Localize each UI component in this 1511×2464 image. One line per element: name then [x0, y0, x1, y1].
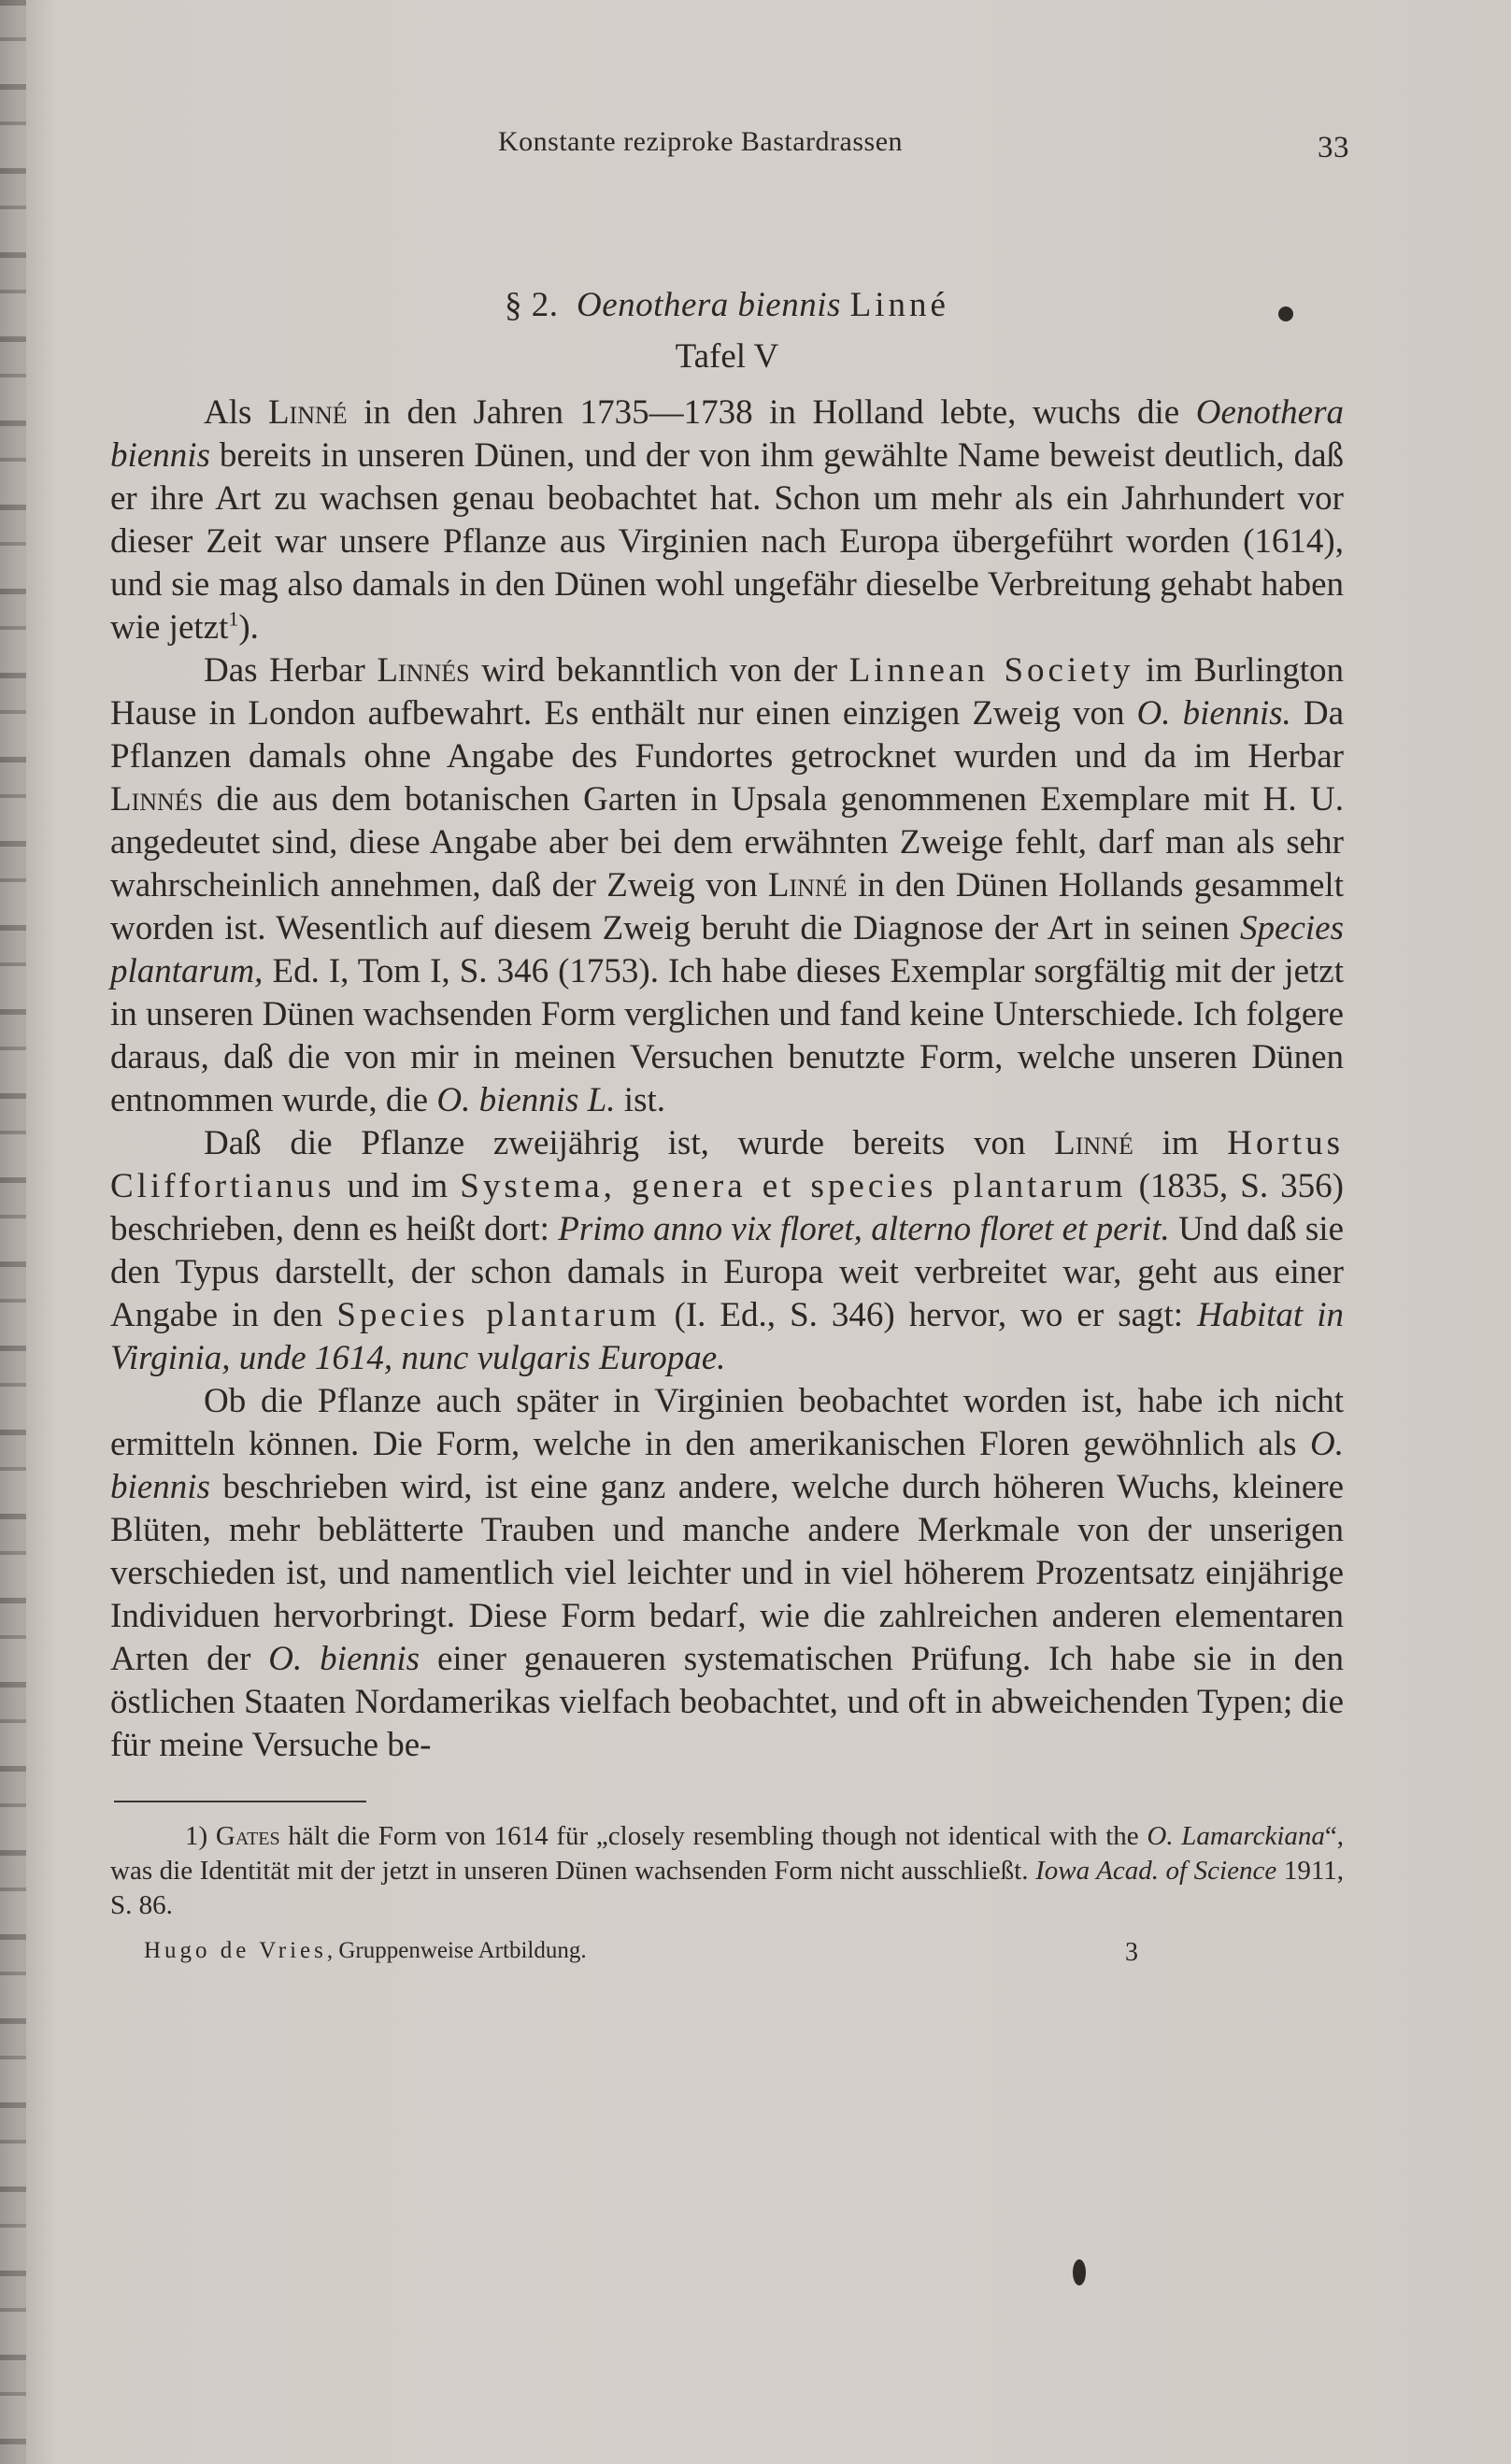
page-footer	[110, 1938, 1344, 1975]
footer-author	[144, 1938, 587, 1964]
text-run: einer genaueren systematischen Prüfung. Ich habe sie in den östlichen Staaten Nordamerikas vielfach beobachtet, und oft in abweichenden Typen; die für meine Versuche be-	[110, 1640, 1344, 1764]
species-name: O. biennis L.	[436, 1081, 616, 1119]
footnote-ref: 1	[228, 606, 239, 631]
footer-book-title: , Gruppenweise Artbildung.	[326, 1938, 587, 1963]
paragraph-1	[110, 392, 1344, 649]
body-text	[110, 392, 1344, 1767]
paragraph-2	[110, 649, 1344, 1122]
text-run: hält die Form von 1614 für „closely resembling though not identical with the	[279, 1821, 1148, 1851]
section-author: Linné	[849, 286, 949, 324]
text-run: (1835, S. 356) beschrieben, denn es heißt dort:	[110, 1167, 1344, 1248]
text-run: im Burlington Hause in London aufbewahrt. Es enthält nur einen einzigen Zweig von	[110, 651, 1345, 733]
text-run: “, was die Identität mit der jetzt in unseren Dünen wachsenden Form nicht ausschließt.	[110, 1821, 1345, 1886]
species-name: O. biennis	[110, 1425, 1344, 1506]
author-name: Linnés	[377, 651, 470, 690]
text-run: und im	[335, 1167, 461, 1205]
author-name: Linné	[1054, 1124, 1133, 1162]
text-run: Als	[204, 393, 268, 432]
author-name: Linné	[267, 393, 348, 432]
footer-author-name: Hugo de Vries	[144, 1938, 327, 1963]
author-name: Linnés	[110, 780, 204, 819]
journal-title: Iowa Acad. of Science	[1035, 1856, 1277, 1886]
page-content	[110, 112, 1349, 1975]
book-spine-shadow	[0, 0, 26, 2464]
footnote-marker: 1)	[185, 1821, 208, 1851]
running-title: Konstante reziproke Bastardrassen	[498, 126, 904, 157]
text-run: Ob die Pflanze auch später in Virginien beobachtet worden ist, habe ich nicht ermitteln können. Die Form, welche in den amerikanischen Floren gewöhnlich als	[110, 1382, 1344, 1463]
text-run: Daß die Pflanze zweijährig ist, wurde bereits von	[204, 1124, 1055, 1162]
section-species: Oenothera biennis	[577, 286, 841, 324]
signature-mark: 3	[1125, 1938, 1138, 1967]
text-run: bereits in unseren Dünen, und der von ihm gewählte Name beweist deutlich, daß er ihre Art zu wachsen genau beobachtet hat. Schon um mehr als ein Jahrhundert vor dieser Zeit war unsere Pflanze aus Virginien nach Europa übergeführt worden (1614), und sie mag also damals in den Dünen wohl ungefähr dieselbe Verbreitung gehabt haben wie jetzt	[110, 436, 1344, 647]
footnote-rule	[114, 1801, 366, 1802]
text-run: beschrieben wird, ist eine ganz andere, welche durch höheren Wuchs, kleinere Blüten, mehr beblätterte Trauben und manche andere Merkmale von der unserigen verschieden ist, und namentlich viel leichter und in viel höherem Prozentsatz einjährige Individuen hervorbringt. Diese Form bedarf, wie die zahlreichen anderen elementaren Arten der	[110, 1468, 1344, 1678]
text-run: im	[1133, 1124, 1228, 1162]
text-run: 1911, S. 86.	[110, 1856, 1344, 1920]
spaced-text: Linnean Society	[848, 651, 1134, 690]
text-run: Da Pflanzen damals ohne Angabe des Fundortes getrocknet wurden und da im Herbar	[110, 694, 1344, 776]
spaced-text: Systema, genera et species plantarum	[460, 1167, 1127, 1205]
text-run: ).	[238, 608, 259, 647]
latin-quote: Habitat in Virginia, unde 1614, nunc vulgaris Europae.	[110, 1296, 1345, 1377]
text-run: Und daß sie den Typus darstellt, der schon damals in Europa weit verbreitet war, geht aus einer Angabe in den	[110, 1210, 1345, 1334]
text-run: in den Jahren 1735—1738 in Holland lebte, wuchs die	[347, 393, 1196, 432]
section-number: § 2.	[505, 286, 559, 324]
species-name: O. biennis.	[1136, 694, 1291, 733]
page-number: 33	[1318, 131, 1349, 164]
species-name: O. Lamarckiana	[1147, 1821, 1325, 1851]
footnote	[110, 1819, 1344, 1923]
author-name: Linné	[767, 866, 848, 904]
section-heading	[110, 285, 1344, 325]
running-head	[110, 112, 1349, 168]
text-run: die aus dem botanischen Garten in Upsala genommenen Exemplare mit H. U. angedeutet sind, diese Angabe aber bei dem erwähnten Zweige fehlt, darf man als sehr wahrscheinlich annehmen, daß der Zweig von	[110, 780, 1344, 904]
latin-quote: Primo anno vix floret, alterno floret et perit.	[558, 1210, 1170, 1248]
paragraph-3	[110, 1122, 1344, 1380]
text-run: ist.	[615, 1081, 666, 1119]
text-run: (I. Ed., S. 346) hervor, wo er sagt:	[660, 1296, 1198, 1334]
author-name: Gates	[215, 1821, 280, 1851]
spaced-text: Species plantarum	[336, 1296, 661, 1334]
work-title: Species plantarum,	[110, 909, 1344, 990]
species-name: Oenothera biennis	[110, 393, 1344, 475]
plate-reference: Tafel V	[675, 337, 779, 376]
spaced-text: Hortus Cliffortianus	[110, 1124, 1344, 1205]
species-name: O. biennis	[268, 1640, 421, 1678]
ink-spot	[1073, 2259, 1086, 2286]
text-run: in den Dünen Hollands gesammelt worden ist. Wesentlich auf diesem Zweig beruht die Diagnose der Art in seinen	[110, 866, 1344, 947]
text-run: Das Herbar	[204, 651, 378, 690]
text-run: wird bekanntlich von der	[469, 651, 849, 690]
text-run: Ed. I, Tom I, S. 346 (1753). Ich habe dieses Exemplar sorgfältig mit der jetzt in unseren Dünen wachsenden Form verglichen und fand keine Unterschiede. Ich folgere daraus, daß die von mir in meinen Versuchen benutzte Form, welche unseren Dünen entnommen wurde, die	[110, 952, 1344, 1119]
paragraph-4	[110, 1380, 1344, 1767]
